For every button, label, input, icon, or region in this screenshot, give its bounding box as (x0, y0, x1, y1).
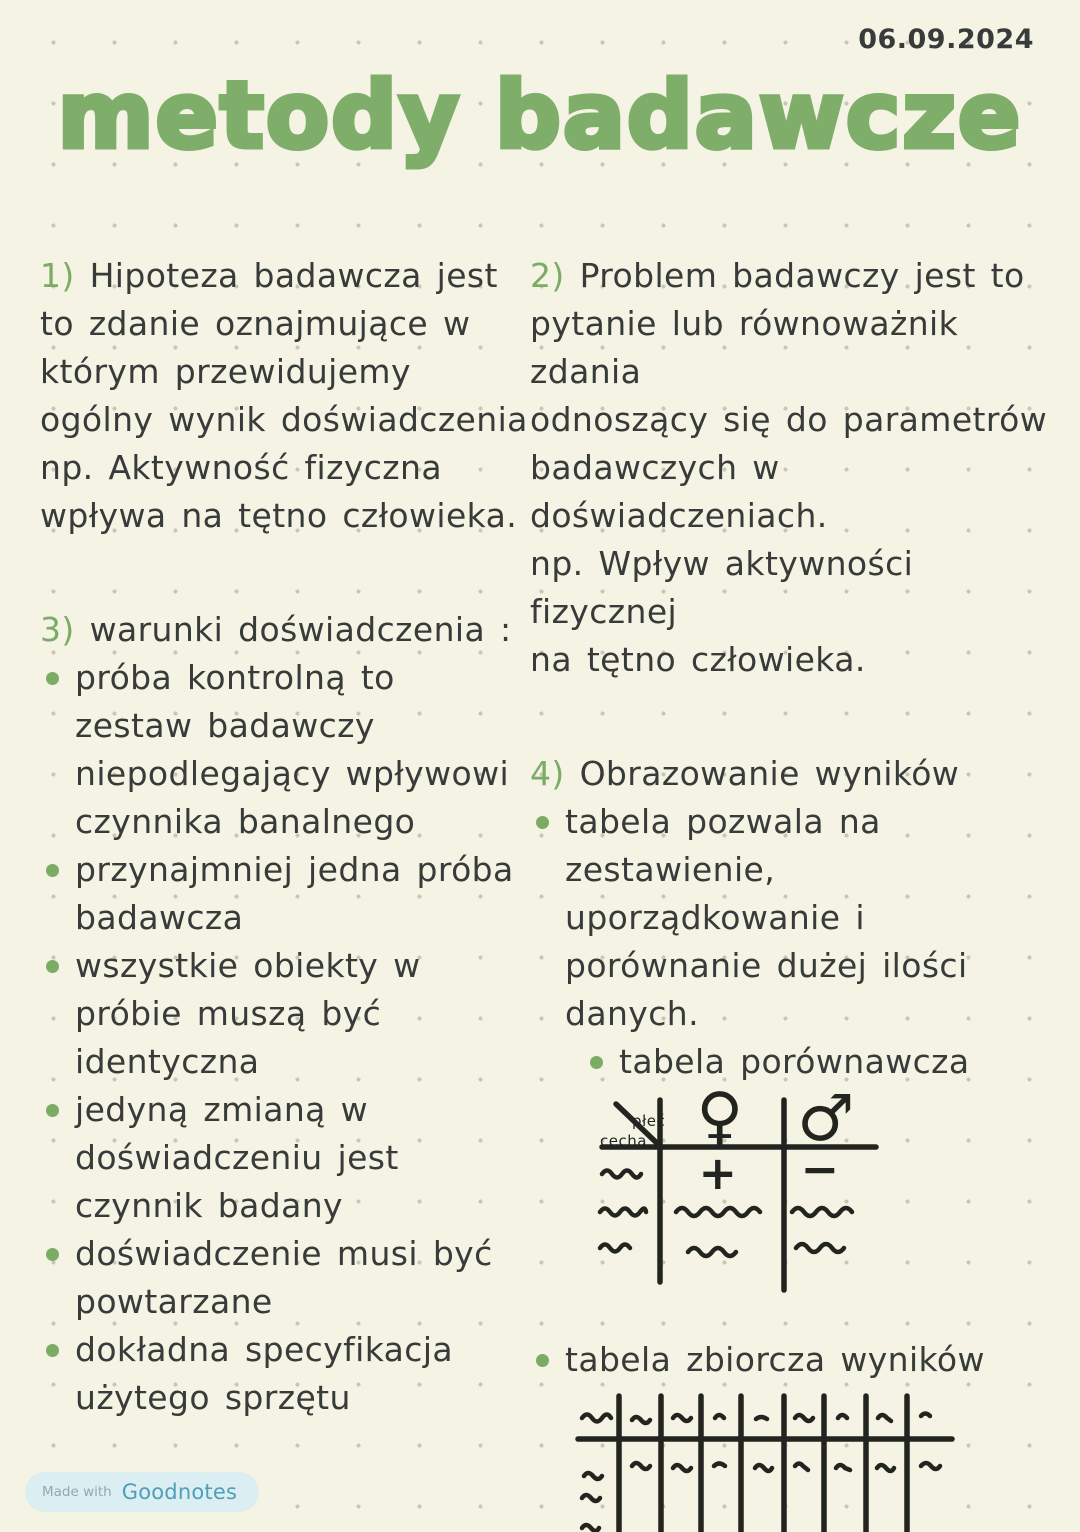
section-number: 3) (40, 610, 75, 649)
text-line: zestaw badawczy (75, 706, 375, 745)
bullet-dot (46, 864, 59, 877)
text-line: pytanie lub równoważnik zdania (530, 304, 959, 391)
bullet-dot (536, 816, 549, 829)
bullet-dot (46, 1104, 59, 1117)
text-line: badawczych w doświadczeniach. (530, 448, 828, 535)
text-line: odnoszący się do parametrów (530, 400, 1048, 439)
text-line: zestawienie, (565, 850, 776, 889)
text-line: np. Aktywność fizyczna (40, 448, 442, 487)
text-line: użytego sprzętu (75, 1378, 351, 1417)
bullet-dot (46, 672, 59, 685)
list-item-sub (584, 1038, 1075, 1086)
section-number: 2) (530, 256, 565, 295)
list-item (40, 846, 528, 942)
list-item (530, 798, 1075, 1038)
text-line: badawcza (75, 898, 244, 937)
page-title: metody badawcze (57, 62, 1023, 169)
list-item (530, 1336, 1075, 1384)
minus-value: − (800, 1142, 840, 1196)
text-line: przynajmniej jedna próba (75, 850, 514, 889)
bullet-dot (46, 960, 59, 973)
text-line: na tętno człowieka. (530, 640, 866, 679)
list-item (40, 1086, 528, 1230)
summary-table-diagram (574, 1390, 964, 1532)
bullet-dot (46, 1344, 59, 1357)
section-3 (40, 606, 528, 1422)
list-item (40, 1230, 528, 1326)
bullet-dot (590, 1056, 603, 1069)
handwriting-squiggles (582, 1414, 940, 1532)
text-line: jedyną zmianą w (75, 1090, 369, 1129)
section-1 (40, 252, 528, 540)
text-line: danych. (565, 994, 699, 1033)
list-item (40, 942, 528, 1086)
bullet-dot (46, 1248, 59, 1261)
text-line: czynnika banalnego (75, 802, 416, 841)
text-line: dokładna specyfikacja (75, 1330, 454, 1369)
left-column (40, 252, 528, 1422)
date-label: 06.09.2024 (858, 24, 1034, 55)
text-line: tabela pozwala na (565, 802, 881, 841)
section-number: 4) (530, 754, 565, 793)
section-heading: 4) Obrazowanie wyników (530, 754, 960, 793)
section-2 (530, 252, 1075, 684)
section-number: 1) (40, 256, 75, 295)
text-line: wszystkie obiekty w (75, 946, 421, 985)
text-line: próba kontrolną to (75, 658, 395, 697)
corner-label-cecha: cecha (600, 1132, 647, 1150)
plus-value: + (698, 1146, 738, 1200)
text-line: uporządkowanie i (565, 898, 865, 937)
text-line: 1) Hipoteza badawcza jest (40, 256, 498, 295)
text-line: ogólny wynik doświadczenia (40, 400, 528, 439)
female-icon: ♀ (696, 1090, 744, 1154)
text-line: niepodlegający wpływowi (75, 754, 510, 793)
made-with-label: Made with (42, 1484, 112, 1500)
section-4 (530, 750, 1075, 1532)
text-line: to zdanie oznajmujące w (40, 304, 471, 343)
list-item (40, 1326, 528, 1422)
text-line: tabela zbiorcza wyników (565, 1340, 985, 1379)
text-line: czynnik badany (75, 1186, 343, 1225)
comparison-table-diagram (588, 1090, 918, 1300)
text-line: wpływa na tętno człowieka. (40, 496, 518, 535)
text-line: np. Wpływ aktywności fizycznej (530, 544, 914, 631)
text-line: doświadczeniu jest (75, 1138, 399, 1177)
text-line: którym przewidujemy (40, 352, 411, 391)
corner-label-plec: płeć (632, 1112, 666, 1130)
male-icon: ♂ (797, 1090, 855, 1156)
goodnotes-badge[interactable] (25, 1472, 259, 1512)
goodnotes-logo: Goodnotes (121, 1480, 238, 1504)
text-line: identyczna (75, 1042, 260, 1081)
text-line: tabela porównawcza (619, 1042, 970, 1081)
text-line: porównanie dużej ilości (565, 946, 968, 985)
text-line: powtarzane (75, 1282, 273, 1321)
text-line: 2) Problem badawczy jest to (530, 256, 1025, 295)
text-line: próbie muszą być (75, 994, 382, 1033)
right-column (530, 252, 1075, 1532)
list-item (40, 654, 528, 846)
section-heading: 3) warunki doświadczenia : (40, 610, 512, 649)
bullet-dot (536, 1354, 549, 1367)
text-line: doświadczenie musi być (75, 1234, 493, 1273)
